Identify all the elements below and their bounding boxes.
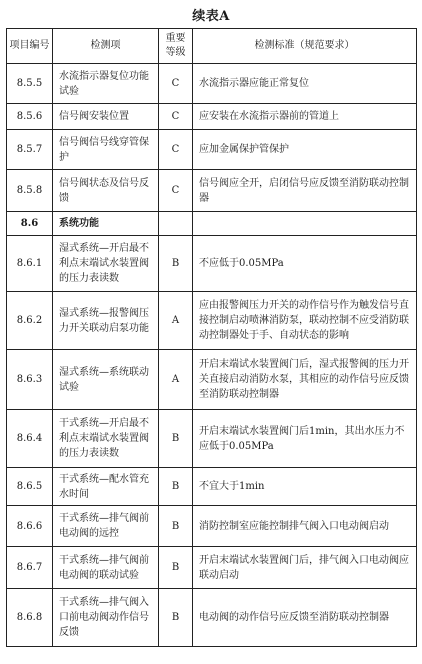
row-item: 干式系统—开启最不利点末端试水装置阀的压力表读数: [53, 410, 159, 468]
table-row: [7, 170, 417, 212]
row-no: 8.5.7: [7, 130, 53, 170]
row-item: 湿式系统—开启最不利点末端试水装置阀的压力表读数: [53, 236, 159, 292]
row-level: B: [159, 589, 193, 647]
row-no: 8.5.6: [7, 104, 53, 130]
header-item: 检测项: [53, 29, 159, 64]
row-level: C: [159, 104, 193, 130]
section-no: 8.6: [7, 212, 53, 236]
row-no: 8.6.8: [7, 589, 53, 647]
row-item: 干式系统—配水管充水时间: [53, 468, 159, 506]
table-row: [7, 104, 417, 130]
row-no: 8.6.1: [7, 236, 53, 292]
row-level: C: [159, 170, 193, 212]
row-standard: 不宜大于1min: [193, 468, 417, 506]
header-standard: 检测标准（规范要求）: [193, 29, 417, 64]
row-level: B: [159, 547, 193, 589]
row-level: B: [159, 506, 193, 547]
header-level: 重要等级: [159, 29, 193, 64]
row-standard: 应由报警阀压力开关的动作信号作为触发信号直接控制启动喷淋消防泵，联动控制不应受消防联动控制器处于手、自动状态的影响: [193, 292, 417, 350]
row-standard: 水流指示器应能正常复位: [193, 64, 417, 104]
table-row: [7, 292, 417, 350]
row-item: 干式系统—排气阀前电动阀的远控: [53, 506, 159, 547]
table-row: [7, 236, 417, 292]
row-standard: 开启末端试水装置阀门后，湿式报警阀的压力开关直接启动消防水泵，其相应的动作信号应反馈至消防联动控制器: [193, 350, 417, 410]
row-no: 8.6.3: [7, 350, 53, 410]
table-row: [7, 130, 417, 170]
row-no: 8.6.2: [7, 292, 53, 350]
table-row: [7, 547, 417, 589]
header-row: [7, 29, 417, 64]
row-level: B: [159, 410, 193, 468]
row-level: A: [159, 350, 193, 410]
row-standard: 消防控制室应能控制排气阀入口电动阀启动: [193, 506, 417, 547]
table-row: [7, 506, 417, 547]
row-item: 信号阀状态及信号反馈: [53, 170, 159, 212]
row-item: 信号阀安装位置: [53, 104, 159, 130]
row-standard: 应安装在水流指示器前的管道上: [193, 104, 417, 130]
row-standard: 应加金属保护管保护: [193, 130, 417, 170]
section-title: 系统功能: [53, 212, 159, 236]
row-item: 干式系统—排气阀入口前电动阀动作信号反馈: [53, 589, 159, 647]
row-no: 8.5.8: [7, 170, 53, 212]
row-level: [159, 212, 193, 236]
table-row: [7, 350, 417, 410]
header-no: 项目编号: [7, 29, 53, 64]
row-item: 水流指示器复位功能试验: [53, 64, 159, 104]
row-standard: 电动阀的动作信号应反馈至消防联动控制器: [193, 589, 417, 647]
table-row: [7, 589, 417, 647]
row-item: 湿式系统—报警阀压力开关联动启泵功能: [53, 292, 159, 350]
row-standard: 不应低于0.05MPa: [193, 236, 417, 292]
row-level: B: [159, 236, 193, 292]
row-no: 8.6.4: [7, 410, 53, 468]
table-row: [7, 468, 417, 506]
section-row: [7, 212, 417, 236]
table-row: [7, 64, 417, 104]
row-standard: [193, 212, 417, 236]
row-standard: 开启末端试水装置阀门后，排气阀入口电动阀应联动启动: [193, 547, 417, 589]
row-no: 8.6.6: [7, 506, 53, 547]
row-standard: 信号阀应全开，启闭信号应反馈至消防联动控制器: [193, 170, 417, 212]
row-no: 8.6.5: [7, 468, 53, 506]
row-no: 8.6.7: [7, 547, 53, 589]
inspection-table: [6, 28, 417, 647]
row-item: 信号阀信号线穿管保护: [53, 130, 159, 170]
row-level: C: [159, 64, 193, 104]
row-standard: 开启末端试水装置阀门后1min，其出水压力不应低于0.05MPa: [193, 410, 417, 468]
row-no: 8.5.5: [7, 64, 53, 104]
table-title: 续表A: [192, 9, 230, 24]
row-item: 干式系统—排气阀前电动阀的联动试验: [53, 547, 159, 589]
row-level: A: [159, 292, 193, 350]
table-row: [7, 410, 417, 468]
row-level: B: [159, 468, 193, 506]
row-item: 湿式系统—系统联动试验: [53, 350, 159, 410]
row-level: C: [159, 130, 193, 170]
